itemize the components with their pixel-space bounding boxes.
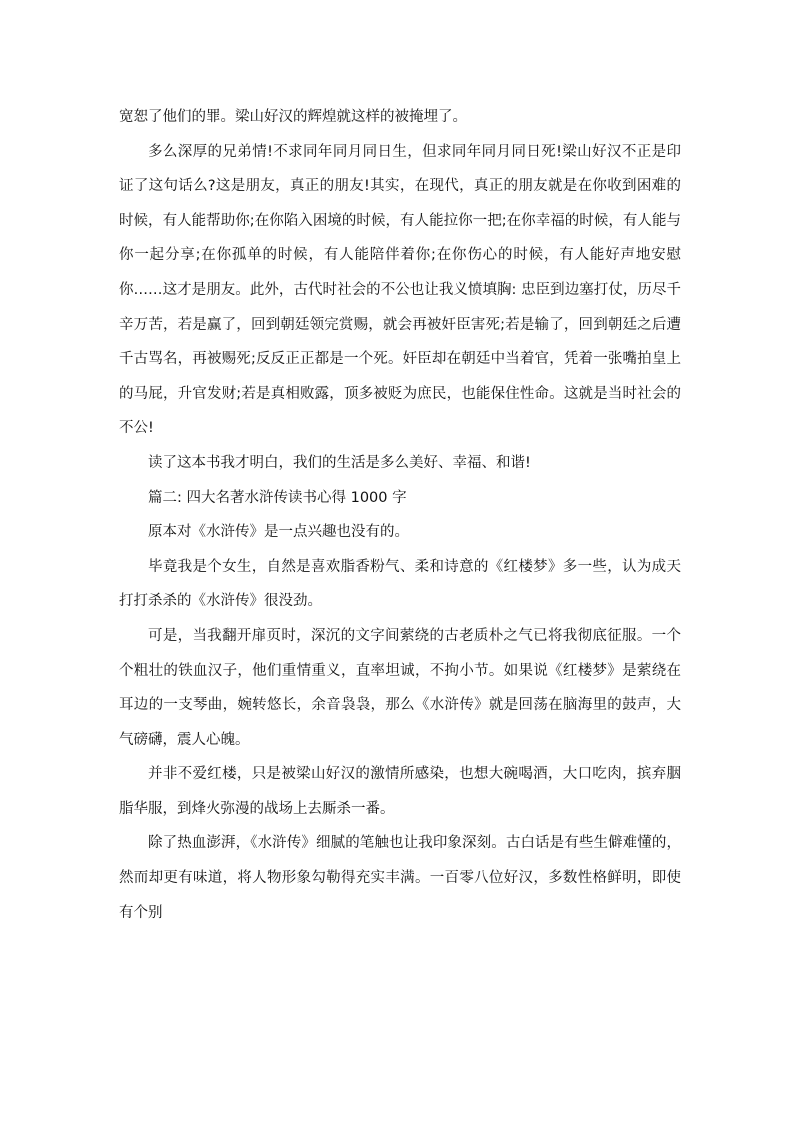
paragraph-9: 除了热血澎湃，《水浒传》细腻的笔触也让我印象深刻。古白话是有些生僻难懂的，然而却更有味道，将人物形象勾勒得充实丰满。一百零八位好汉，多数性格鲜明，即使有个别	[119, 835, 681, 921]
document-body	[119, 100, 681, 930]
paragraph-1: 宽恕了他们的罪。梁山好汉的辉煌就这样的被掩埋了。	[119, 109, 467, 125]
paragraph-2: 多么深厚的兄弟情!不求同年同月同日生，但求同年同月同日死!梁山好汉不正是印证了这句话么?这是朋友，真正的朋友!其实，在现代，真正的朋友就是在你收到困难的时候，有人能帮助你;在你陷入困境的时候，有人能拉你一把;在你幸福的时候，有人能与你一起分享;在你孤单的时候，有人能陪伴着你;在你伤心的时候，有人能好声地安慰你……这才是朋友。此外，古代时社会的不公也让我义愤填胸: 忠臣到边塞打仗，历尽千辛万苦，若是赢了，回到朝廷领完赏赐，就会再被奸臣害死;若是输了，回到朝廷之后遭千古骂名，再被赐死;反反正正都是一个死。奸臣却在朝廷中当着官，凭着一张嘴拍皇上的马屁，升官发财;若是真相败露，顶多被贬为庶民，也能保住性命。这就是当时社会的不公!	[119, 143, 681, 437]
paragraph-3: 读了这本书我才明白，我们的生活是多么美好、幸福、和谐!	[148, 454, 531, 471]
section-heading: 篇二: 四大名著水浒传读书心得 1000 字	[148, 489, 407, 506]
paragraph-6: 毕竟我是个女生，自然是喜欢脂香粉气、柔和诗意的《红楼梦》多一些，认为成天打打杀杀的《水浒传》很没劲。	[119, 558, 681, 610]
paragraph-7: 可是，当我翻开扉页时，深沉的文字间萦绕的古老质朴之气已将我彻底征服。一个个粗壮的铁血汉子，他们重情重义，直率坦诚，不拘小节。如果说《红楼梦》是萦绕在耳边的一支琴曲，婉转悠长，余音袅袅，那么《水浒传》就是回荡在脑海里的鼓声，大气磅礴，震人心魄。	[119, 627, 681, 748]
paragraph-5: 原本对《水浒传》是一点兴趣也没有的。	[148, 524, 409, 541]
paragraph-8: 并非不爱红楼，只是被梁山好汉的激情所感染，也想大碗喝酒，大口吃肉，摈弃胭脂华服，到烽火弥漫的战场上去厮杀一番。	[119, 766, 681, 817]
